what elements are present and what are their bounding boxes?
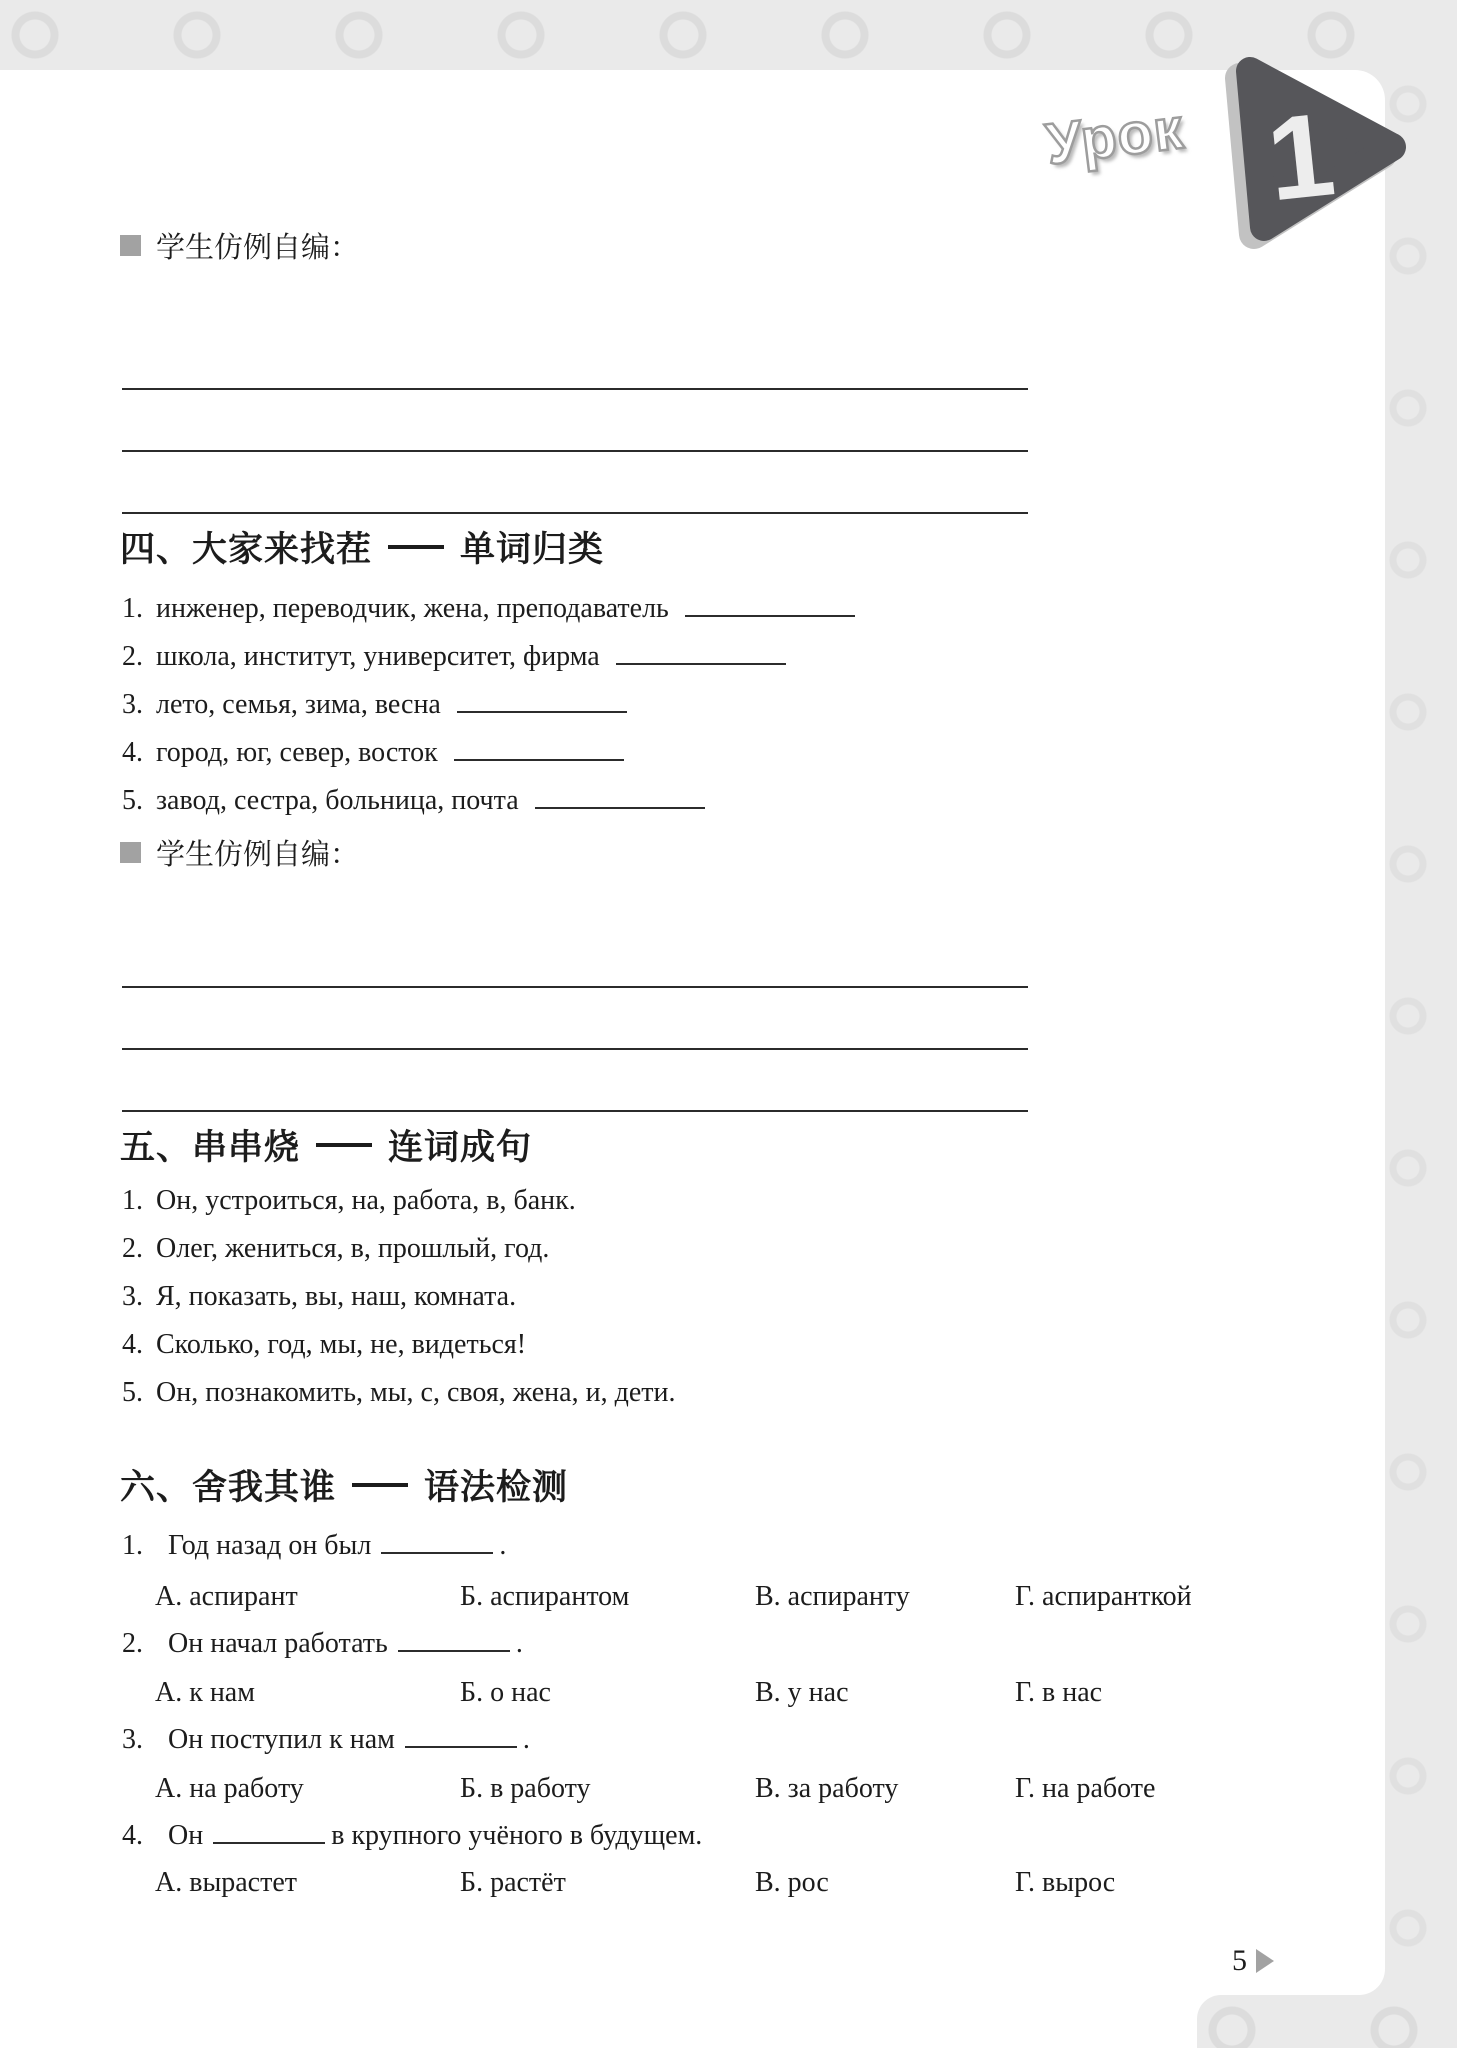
answer-blank xyxy=(457,687,627,713)
question-text: Год назад он был xyxy=(168,1530,372,1561)
option: Г. на работе xyxy=(1015,1773,1156,1804)
options-row xyxy=(155,1676,1102,1710)
page-card-bottom xyxy=(0,1985,1232,2048)
exercise-item xyxy=(122,1232,549,1266)
option: Г. аспиранткой xyxy=(1015,1581,1192,1612)
option: А. к нам xyxy=(155,1677,255,1708)
question-text: Он начал работать xyxy=(168,1628,388,1659)
section-title-4 xyxy=(120,522,604,572)
lesson-label: Урок xyxy=(1042,95,1188,178)
answer-blank xyxy=(213,1818,325,1844)
exercise-item xyxy=(122,1376,675,1410)
question-number: 1. xyxy=(122,1530,143,1561)
title-dash xyxy=(388,545,444,549)
background-corner-notch xyxy=(1197,1995,1457,2048)
section-title-right: 单词归类 xyxy=(460,530,605,569)
page-arrow-icon xyxy=(1256,1949,1274,1973)
lesson-number: 1 xyxy=(1261,88,1341,227)
answer-blank xyxy=(405,1722,517,1748)
page-footer xyxy=(1232,1944,1274,1978)
option: Г. в нас xyxy=(1015,1677,1103,1708)
item-number: 3. xyxy=(122,689,143,720)
item-number: 5. xyxy=(122,785,143,816)
writing-line xyxy=(122,450,1028,452)
student-prompt xyxy=(120,225,359,266)
student-prompt-label: 学生仿例自编： xyxy=(156,232,360,264)
item-text: школа, институт, университет, фирма xyxy=(156,641,600,672)
item-text: город, юг, север, восток xyxy=(156,737,438,768)
exercise-item xyxy=(122,1280,516,1314)
item-number: 4. xyxy=(122,737,143,768)
item-text: завод, сестра, больница, почта xyxy=(156,785,519,816)
title-dash xyxy=(316,1143,372,1147)
section-title-left: 五、串串烧 xyxy=(120,1128,301,1167)
writing-line xyxy=(122,388,1028,390)
page-number: 5 xyxy=(1232,1944,1247,1977)
option: А. на работу xyxy=(155,1773,304,1804)
option: Б. растёт xyxy=(460,1867,566,1898)
answer-blank xyxy=(685,591,855,617)
question xyxy=(122,1818,702,1853)
options-row xyxy=(155,1580,1192,1614)
item-number: 3. xyxy=(122,1281,143,1312)
section-title-left: 四、大家来找茬 xyxy=(120,530,373,569)
lesson-triangle-icon xyxy=(1198,47,1423,252)
section-title-5 xyxy=(120,1120,532,1170)
option: А. аспирант xyxy=(155,1581,298,1612)
writing-line xyxy=(122,986,1028,988)
question-number: 3. xyxy=(122,1724,143,1755)
option: Б. о нас xyxy=(460,1677,551,1708)
question-number: 4. xyxy=(122,1820,143,1851)
section-title-left: 六、舍我其谁 xyxy=(120,1468,337,1507)
item-number: 5. xyxy=(122,1377,143,1408)
exercise-item xyxy=(122,735,624,770)
answer-blank xyxy=(398,1626,510,1652)
answer-blank xyxy=(454,735,624,761)
item-text: Я, показать, вы, наш, комната. xyxy=(156,1281,517,1312)
exercise-item xyxy=(122,783,705,818)
answer-blank xyxy=(535,783,705,809)
section-title-right: 语法检测 xyxy=(424,1468,569,1507)
options-row xyxy=(155,1772,1155,1806)
title-dash xyxy=(352,1483,408,1487)
item-number: 2. xyxy=(122,641,143,672)
option: Г. вырос xyxy=(1015,1867,1116,1898)
question-text: Он xyxy=(168,1820,204,1851)
student-prompt-label: 学生仿例自编： xyxy=(156,839,360,871)
option: Б. аспирантом xyxy=(460,1581,630,1612)
option: А. вырастет xyxy=(155,1867,298,1898)
exercise-item xyxy=(122,1184,576,1218)
bullet-square-icon xyxy=(120,235,141,256)
exercise-item xyxy=(122,591,855,626)
option: В. у нас xyxy=(755,1677,849,1708)
exercise-item xyxy=(122,639,786,674)
bullet-square-icon xyxy=(120,842,141,863)
option: В. аспиранту xyxy=(755,1581,910,1612)
item-number: 1. xyxy=(122,593,143,624)
exercise-item xyxy=(122,1328,526,1362)
option: Б. в работу xyxy=(460,1773,591,1804)
question-text-after: в крупного учёного в будущем. xyxy=(331,1820,703,1851)
exercise-item xyxy=(122,687,627,722)
item-text: Сколько, год, мы, не, видеться! xyxy=(156,1329,527,1360)
question-text-after: . xyxy=(522,1724,530,1755)
section-title-right: 连词成句 xyxy=(388,1128,533,1167)
item-text: Он, познакомить, мы, с, своя, жена, и, дети. xyxy=(156,1377,676,1408)
question-number: 2. xyxy=(122,1628,143,1659)
item-number: 2. xyxy=(122,1233,143,1264)
writing-line xyxy=(122,1110,1028,1112)
options-row xyxy=(155,1866,1115,1900)
item-text: Олег, жениться, в, прошлый, год. xyxy=(156,1233,550,1264)
section-title-6 xyxy=(120,1460,568,1510)
lesson-badge xyxy=(1030,55,1420,240)
question-text: Он поступил к нам xyxy=(168,1724,395,1755)
answer-blank xyxy=(381,1528,493,1554)
question xyxy=(122,1626,523,1661)
option: В. рос xyxy=(755,1867,829,1898)
question-text-after: . xyxy=(499,1530,507,1561)
answer-blank xyxy=(616,639,786,665)
question xyxy=(122,1722,530,1757)
question-text-after: . xyxy=(515,1628,523,1659)
item-number: 4. xyxy=(122,1329,143,1360)
student-prompt xyxy=(120,832,359,873)
item-number: 1. xyxy=(122,1185,143,1216)
writing-line xyxy=(122,512,1028,514)
item-text: инженер, переводчик, жена, преподаватель xyxy=(156,593,669,624)
item-text: Он, устроиться, на, работа, в, банк. xyxy=(156,1185,576,1216)
question xyxy=(122,1528,506,1563)
option: В. за работу xyxy=(755,1773,899,1804)
item-text: лето, семья, зима, весна xyxy=(156,689,441,720)
writing-line xyxy=(122,1048,1028,1050)
